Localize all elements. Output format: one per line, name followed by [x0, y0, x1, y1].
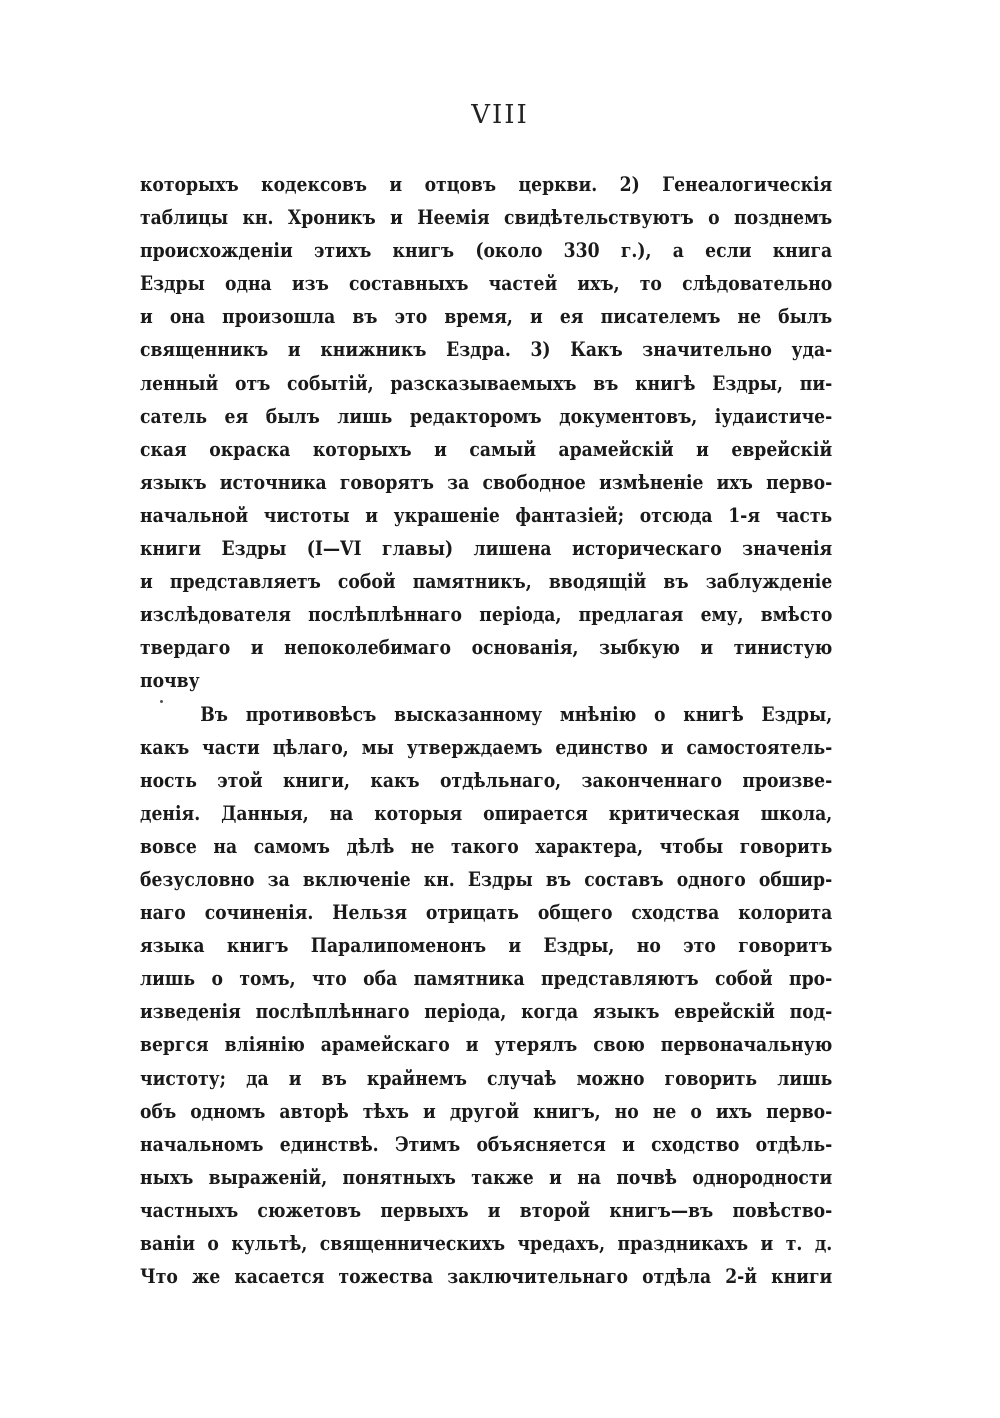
word: лишь [777, 1065, 833, 1090]
word: время, [444, 304, 513, 329]
word: чредахъ, [517, 1231, 606, 1255]
word: книга [772, 238, 833, 263]
word: ныхъ [140, 1164, 194, 1189]
word: вовсе [140, 833, 197, 858]
word: и [660, 734, 674, 759]
word: свою [593, 1032, 645, 1057]
word: а [672, 238, 684, 263]
word: о [654, 701, 666, 726]
word: Какъ [570, 337, 623, 362]
word: о [690, 1098, 702, 1123]
word: разсказываемыхъ [390, 370, 577, 395]
word: арамейскаго [320, 1032, 450, 1057]
word: и [140, 304, 153, 329]
word: священникъ [140, 337, 269, 362]
word: книги [140, 536, 202, 561]
word: ность [140, 767, 197, 792]
word: самый [469, 436, 536, 461]
word: о [708, 205, 720, 230]
word: то [639, 271, 662, 296]
word: этихъ [313, 238, 372, 263]
word: и [365, 502, 379, 527]
word: одна [225, 271, 272, 296]
word: ихъ [715, 1098, 753, 1123]
word: на [329, 800, 354, 825]
word: сходства [631, 900, 720, 925]
word: которыя [374, 800, 463, 825]
word: и [760, 1231, 774, 1255]
word: Неемія [417, 205, 490, 230]
word: книгъ, [533, 1098, 601, 1123]
word: послѣплѣннаго [308, 602, 463, 627]
word: кн. [423, 866, 455, 891]
text-line [140, 1161, 832, 1194]
word: историческаго [572, 536, 722, 561]
word: колорита [738, 900, 833, 925]
word: объ [140, 1098, 177, 1123]
word: памятникъ, [412, 569, 532, 594]
word: языка [140, 933, 205, 958]
word: и [622, 1131, 635, 1156]
word: памятника [413, 966, 525, 991]
word: 2) [619, 172, 640, 196]
word: 3) [530, 337, 551, 362]
word: какъ [140, 734, 190, 759]
word: сатель [140, 403, 208, 428]
word: почву [140, 668, 200, 693]
word: языкъ [140, 469, 207, 494]
word: непоколебимаго [284, 635, 452, 660]
word: и [287, 337, 301, 362]
word: отдѣльнаго, [439, 767, 562, 792]
word: Ездры [467, 866, 533, 891]
word: книгъ—въ [609, 1197, 714, 1222]
word: одномъ [190, 1098, 266, 1123]
word: за [267, 866, 290, 891]
word: и [549, 1164, 562, 1189]
word: безусловно [140, 866, 255, 891]
word: которыхъ [140, 172, 239, 196]
word: мнѣнію [559, 701, 637, 726]
word: характера, [535, 833, 644, 858]
word: т. [785, 1231, 803, 1255]
word: лишь [140, 966, 196, 991]
text-line [140, 797, 832, 830]
word: и [487, 1197, 501, 1222]
word: собой [337, 569, 396, 594]
text-line [140, 333, 832, 366]
word: сочиненія. [204, 900, 314, 925]
word: 2-й [725, 1264, 758, 1289]
word: и [140, 569, 153, 594]
word: таблицы [140, 205, 229, 230]
text-line [140, 1095, 832, 1128]
text-line [140, 598, 832, 631]
word: понятныхъ [342, 1164, 456, 1189]
word: праздникахъ [617, 1231, 749, 1255]
text-line [140, 830, 832, 863]
word: одного [676, 866, 746, 891]
word: Ездры [221, 536, 287, 561]
word: книгъ [392, 238, 455, 263]
word: еврейскій [731, 436, 833, 461]
word: языкъ [592, 999, 660, 1024]
word: первоначальную [660, 1032, 833, 1057]
word: единствѣ. [279, 1131, 379, 1156]
text-line [140, 1028, 832, 1061]
word: законченнаго [581, 767, 723, 792]
word: лишь [337, 403, 393, 428]
word: измѣненіе [599, 469, 704, 494]
word: критическая [608, 800, 740, 825]
word: и [434, 436, 447, 461]
word: происхожденіи [140, 238, 293, 263]
word: представляетъ [169, 569, 321, 594]
word: изслѣдователя [140, 602, 291, 627]
word: и [389, 172, 403, 196]
word: повѣство- [732, 1197, 833, 1222]
word: и [465, 1032, 479, 1057]
word: Въ [200, 701, 228, 726]
word: ихъ, [577, 271, 620, 296]
word: начальномъ [140, 1131, 264, 1156]
text-line [140, 499, 832, 532]
word: (I—VI [306, 536, 362, 561]
word: перво- [766, 469, 833, 494]
word: не [652, 1098, 677, 1123]
word: общего [537, 900, 613, 925]
word: и [250, 635, 264, 660]
word: чтобы [659, 833, 724, 858]
word: предлагая [578, 602, 684, 627]
word: значенія [742, 536, 833, 561]
word: касается [234, 1264, 325, 1289]
word: основанія, [471, 635, 579, 660]
word: однородности [692, 1164, 833, 1189]
word: отдѣль- [755, 1131, 833, 1156]
word: какъ [370, 767, 420, 792]
word: Что [140, 1264, 178, 1289]
word: лишена [473, 536, 552, 561]
word: опирается [483, 800, 588, 825]
word: говорить [739, 833, 833, 858]
word: іудаистиче- [714, 403, 833, 428]
body-text [140, 168, 832, 1293]
word: почвѣ [616, 1164, 678, 1189]
word: говорятъ [339, 469, 434, 494]
word: отдѣла [642, 1264, 712, 1289]
text-line [140, 995, 832, 1028]
word: но [614, 1098, 639, 1123]
word: денія. [140, 800, 201, 825]
word: твердаго [140, 635, 231, 660]
word: произве- [742, 767, 833, 792]
word: въ [545, 866, 572, 891]
word: чистоты [263, 502, 350, 527]
word: противовѣсъ [245, 701, 377, 726]
word: это [683, 933, 716, 958]
word: Ездры, [543, 933, 615, 958]
word: арамейскій [558, 436, 674, 461]
word: и [508, 933, 522, 958]
word: вмѣсто [760, 602, 833, 627]
text-line [140, 863, 832, 896]
word: въ [352, 304, 378, 329]
text-line [140, 201, 832, 234]
word: ваніи [140, 1231, 195, 1255]
word: ея [224, 403, 249, 428]
word: зыбкую [599, 635, 680, 660]
word: писателемъ [600, 304, 721, 329]
text-line [140, 466, 832, 499]
word: Паралипоменонъ [310, 933, 487, 958]
text-line [140, 1227, 832, 1260]
word: дѣлѣ [346, 833, 395, 858]
word: документовъ, [559, 403, 698, 428]
word: мы [361, 734, 394, 759]
word: на [213, 833, 238, 858]
word: Ездра. [446, 337, 511, 362]
text-line [140, 400, 832, 433]
word: чистоту; [140, 1065, 226, 1090]
text-line [140, 367, 832, 400]
word: изведенія [140, 999, 241, 1024]
word: фантазіей; [515, 502, 625, 527]
word: ская [140, 436, 187, 461]
word: этой [217, 767, 263, 792]
word: 330 [563, 238, 600, 263]
word: г.), [620, 238, 652, 263]
word: оба [363, 966, 398, 991]
word: цѣлаго, [272, 734, 349, 759]
word: книгъ [226, 933, 289, 958]
word: вводящій [548, 569, 647, 594]
word: наго [140, 900, 186, 925]
text-line [140, 234, 832, 267]
word: тожества [338, 1264, 434, 1289]
word: крайнемъ [366, 1065, 467, 1090]
word: начальной [140, 502, 249, 527]
word: это [394, 304, 428, 329]
word: сюжетовъ [257, 1197, 362, 1222]
word: сходство [651, 1131, 740, 1156]
word: еврейскій [674, 999, 775, 1024]
word: что [312, 966, 347, 991]
word: она [169, 304, 206, 329]
word: 1-я [728, 502, 761, 527]
word: также [471, 1164, 534, 1189]
text-line [140, 267, 832, 300]
word: не [737, 304, 762, 329]
word: тѣхъ [362, 1098, 409, 1123]
word: можно [576, 1065, 645, 1090]
word: редакторомъ [409, 403, 542, 428]
word: послѣплѣннаго [255, 999, 410, 1024]
word: произошла [222, 304, 336, 329]
text-line [140, 896, 832, 929]
word: значительно [642, 337, 772, 362]
word: и [423, 1098, 436, 1123]
word: составныхъ [348, 271, 469, 296]
word: отцовъ [424, 172, 497, 196]
word: книгѣ [683, 701, 744, 726]
word: о [211, 966, 223, 991]
word: въ [663, 569, 689, 594]
word: обшир- [758, 866, 833, 891]
word: Генеалогическія [662, 172, 833, 196]
word: былъ [778, 304, 833, 329]
word: самостоятель- [686, 734, 833, 759]
text-line [140, 664, 832, 697]
word: слѣдовательно [682, 271, 833, 296]
word: и [700, 635, 714, 660]
text-line [140, 433, 832, 466]
word: и [696, 436, 709, 461]
word: окраска [209, 436, 291, 461]
word: первыхъ [380, 1197, 469, 1222]
word: пи- [799, 370, 833, 395]
word: свободное [482, 469, 586, 494]
word: второй [519, 1197, 591, 1222]
word: школа, [760, 800, 833, 825]
word: часть [775, 502, 833, 527]
text-line [140, 1128, 832, 1161]
word: Ездры, [761, 701, 833, 726]
word: единство [555, 734, 648, 759]
word: другой [449, 1098, 520, 1123]
word: книгѣ [635, 370, 696, 395]
word: событій, [287, 370, 374, 395]
word: под- [789, 999, 833, 1024]
word: отъ [234, 370, 271, 395]
word: вергся [140, 1032, 209, 1057]
text-line [140, 764, 832, 797]
word: включеніе [302, 866, 411, 891]
word: кодексовъ [261, 172, 367, 196]
word: перво- [766, 1098, 833, 1123]
text-line [140, 565, 832, 598]
word: говоритъ [738, 933, 833, 958]
word: главы) [381, 536, 454, 561]
word: которыхъ [312, 436, 412, 461]
word: былъ [265, 403, 320, 428]
word: священническихъ [319, 1231, 506, 1255]
word: отсюда [639, 502, 713, 527]
text-line [140, 300, 832, 333]
word: тинистую [733, 635, 833, 660]
word: на [577, 1164, 601, 1189]
word: не [410, 833, 435, 858]
word: и [529, 304, 543, 329]
text-line [140, 532, 832, 565]
word: объясняется [476, 1131, 606, 1156]
text-line [140, 731, 832, 764]
word: Данныя, [221, 800, 309, 825]
word: частей [488, 271, 558, 296]
text-line [140, 631, 832, 664]
word: украшеніе [393, 502, 500, 527]
word: ея [559, 304, 584, 329]
word: высказанному [394, 701, 543, 726]
word: же [191, 1264, 221, 1289]
word: говорить [664, 1065, 758, 1090]
text-line [140, 962, 832, 995]
word: (около [475, 238, 543, 263]
word: д. [814, 1231, 833, 1255]
word: частныхъ [140, 1197, 239, 1222]
word: отрицать [425, 900, 519, 925]
word: Нельзя [332, 900, 407, 925]
text-line [140, 929, 832, 962]
word: церкви. [518, 172, 598, 196]
word: позднемъ [734, 205, 833, 230]
word: Ездры, [712, 370, 784, 395]
word: случаѣ [487, 1065, 557, 1090]
page-number: VIII [471, 100, 529, 130]
word: про- [789, 966, 833, 991]
word: выраженій, [208, 1164, 328, 1189]
word: вліянію [224, 1032, 305, 1057]
word: Ездры [140, 271, 205, 296]
word: томъ, [239, 966, 296, 991]
word: утверждаемъ [406, 734, 543, 759]
word: періода, [424, 999, 507, 1024]
word: Этимъ [394, 1131, 461, 1156]
word: представляютъ [541, 966, 699, 991]
word: періода, [479, 602, 562, 627]
word: да [246, 1065, 269, 1090]
word: ему, [700, 602, 744, 627]
word: части [202, 734, 260, 759]
word: самомъ [253, 833, 330, 858]
word: Хроникъ [287, 205, 376, 230]
word: ихъ [716, 469, 753, 494]
word: такого [451, 833, 519, 858]
word: заблужденіе [705, 569, 833, 594]
word: кн. [242, 205, 274, 230]
word: культѣ, [231, 1231, 308, 1255]
word: собой [714, 966, 773, 991]
word: авторѣ [279, 1098, 349, 1123]
text-line [140, 698, 832, 731]
word: уда- [791, 337, 833, 362]
word: въ [321, 1065, 347, 1090]
word: составъ [584, 866, 664, 891]
word: утерялъ [494, 1032, 578, 1057]
word: въ [593, 370, 619, 395]
word: книжникъ [320, 337, 427, 362]
word: когда [521, 999, 579, 1024]
word: книги [771, 1264, 833, 1289]
text-line [140, 1260, 832, 1293]
word: и [390, 205, 403, 230]
text-line [140, 168, 832, 201]
word: ленный [140, 370, 219, 395]
word: изъ [291, 271, 329, 296]
word: за [447, 469, 470, 494]
word: свидѣтельствуютъ [504, 205, 694, 230]
word: источника [219, 469, 327, 494]
word: если [705, 238, 752, 263]
word: но [636, 933, 661, 958]
text-line [140, 1062, 832, 1095]
word: книги, [282, 767, 351, 792]
text-line [140, 1194, 832, 1227]
word: о [207, 1231, 219, 1255]
word: заключительнаго [447, 1264, 629, 1289]
word: и [288, 1065, 302, 1090]
